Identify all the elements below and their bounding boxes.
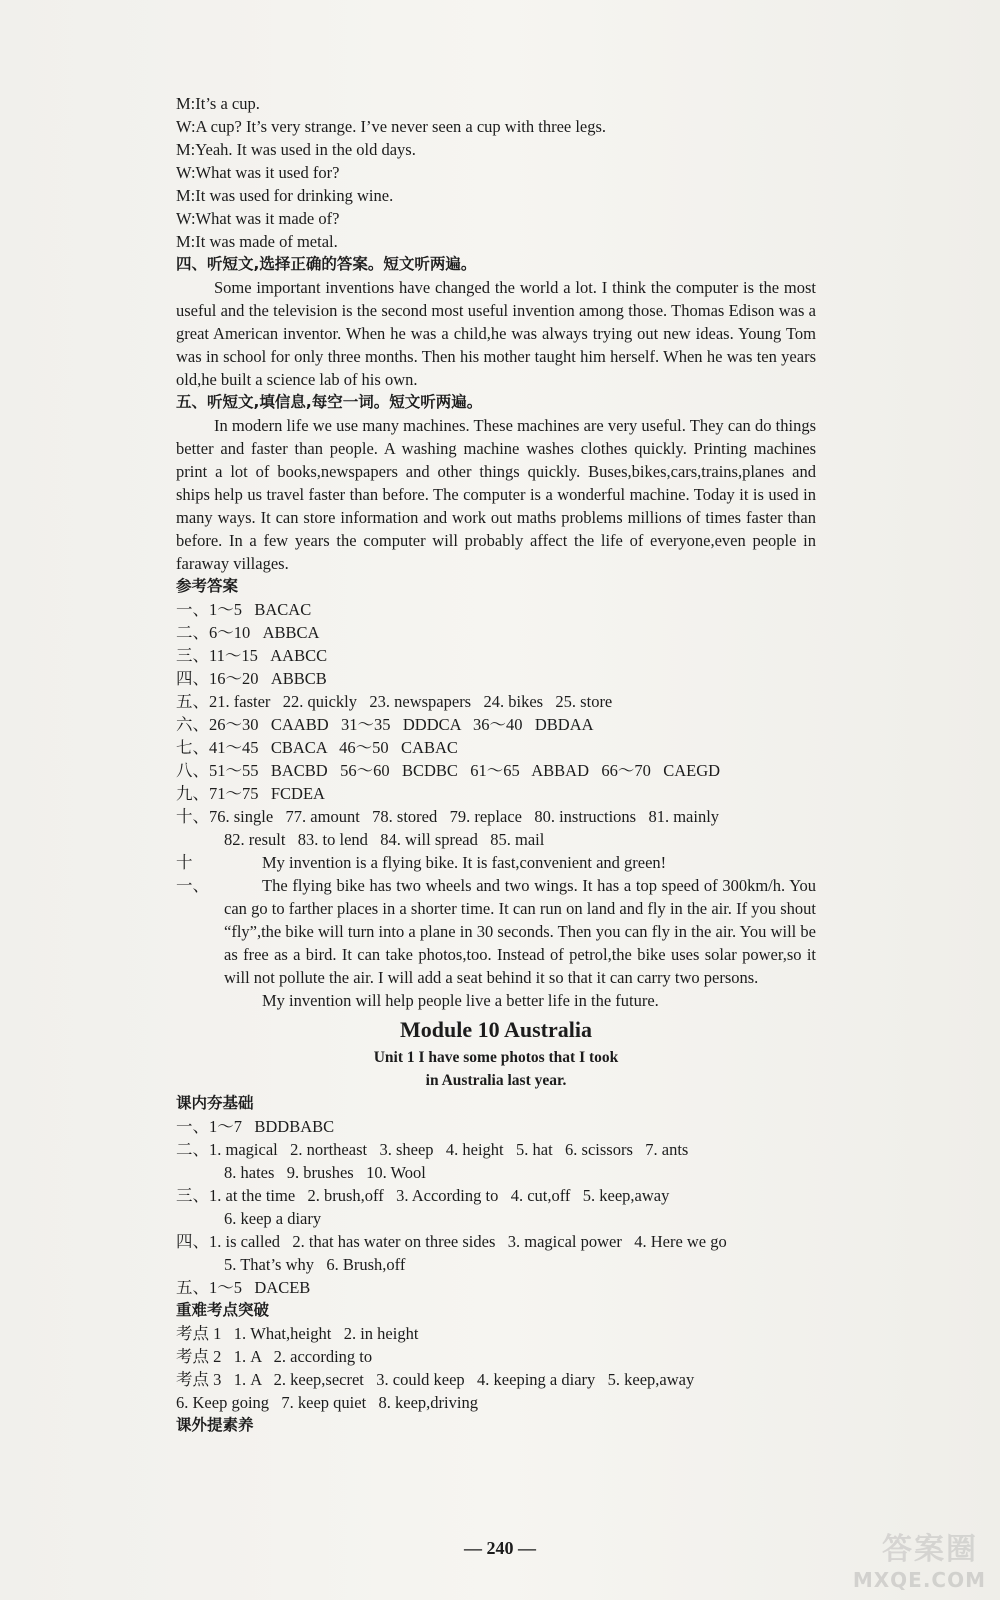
dialogue-line: M:It’s a cup. [176, 94, 260, 113]
unit-title-line-1: Unit 1 I have some photos that I took [373, 1049, 619, 1066]
watermark [786, 1522, 986, 1592]
answer-line: 八、51～55 BACBD 56～60 BCDBC 61～65 ABBAD 66～70 CAEGD [176, 761, 721, 780]
extra-heading: 课外提素养 [176, 1416, 254, 1434]
essay-paragraph [224, 874, 816, 989]
dialogue-line: W:What was it used for? [176, 163, 340, 182]
dialogue-line: M:Yeah. It was used in the old days. [176, 140, 416, 159]
essay-text: My invention will help people live a better life in the future. [262, 991, 659, 1010]
essay-paragraph [224, 851, 816, 874]
answer-line: 三、1. at the time 2. brush,off 3. According to 4. cut,off 5. keep,away [176, 1186, 670, 1205]
essay-text: The flying bike has two wheels and two wings. It has a top speed of 300km/h. You can go to farther places in a shorter time. It can run on land and fly in the air. If you shout “fly”,the bike will turn into a plane in 30 seconds. Then you can fly in the air. You will be as free as a bird. It can take photos,too. Instead of petrol,the bike uses solar power,so it will not pollute the air. I will add a seat behind it so that it can carry two persons. [224, 876, 816, 987]
answer-line: 一、1～7 BDDBABC [176, 1117, 335, 1136]
key-point-line: 考点 3 1. A 2. keep,secret 3. could keep 4. keeping a diary 5. keep,away [176, 1370, 695, 1389]
essay-paragraph [224, 989, 816, 1012]
answer-line-continued: 82. result 83. to lend 84. will spread 85. mail [224, 830, 545, 849]
dialogue-line: W:What was it made of? [176, 209, 340, 228]
answer-line: 二、1. magical 2. northeast 3. sheep 4. height 5. hat 6. scissors 7. ants [176, 1140, 689, 1159]
answer-line: 七、41～45 CBACA 46～50 CABAC [176, 738, 458, 757]
answer-list [176, 598, 816, 851]
section-4-paragraph: Some important inventions have changed the world a lot. I think the computer is the most useful and the television is the second most useful invention among those. Thomas Edison was a great American inventor. When he was a child,he was always trying out new ideas. Young Tom was in school for only three months. Then his mother taught him herself. When he was ten years old,he built a science lab of his own. [176, 278, 816, 389]
answer-content [176, 92, 816, 1437]
answer-line: 六、26～30 CAABD 31～35 DDDCA 36～40 DBDAA [176, 715, 594, 734]
dialogue-line: M:It was used for drinking wine. [176, 186, 394, 205]
key-point-line: 考点 1 1. What,height 2. in height [176, 1324, 419, 1343]
answer-line-continued: 8. hates 9. brushes 10. Wool [224, 1163, 426, 1182]
question-11 [176, 851, 816, 1012]
section-5-text [176, 414, 816, 575]
dialogue-line: M:It was made of metal. [176, 232, 338, 251]
page-number: — 240 — [464, 1538, 536, 1558]
key-point-line: 考点 2 1. A 2. according to [176, 1347, 373, 1366]
answer-line: 四、16～20 ABBCB [176, 669, 327, 688]
section-4-text [176, 276, 816, 391]
key-point-line: 6. Keep going 7. keep quiet 8. keep,driving [176, 1393, 478, 1412]
answer-line: 十、76. single 77. amount 78. stored 79. replace 80. instructions 81. mainly [176, 807, 720, 826]
dialogue-line: W:A cup? It’s very strange. I’ve never seen a cup with three legs. [176, 117, 607, 136]
section-5-heading: 五、听短文,填信息,每空一词。短文听两遍。 [176, 393, 483, 411]
essay-text: My invention is a flying bike. It is fast,convenient and green! [262, 853, 667, 872]
answer-line: 九、71～75 FCDEA [176, 784, 325, 803]
key-points-heading: 重难考点突破 [176, 1301, 270, 1319]
section-4-heading: 四、听短文,选择正确的答案。短文听两遍。 [176, 255, 477, 273]
question-11-essay [224, 851, 816, 1012]
answer-line: 一、1～5 BACAC [176, 600, 312, 619]
section-5-paragraph: In modern life we use many machines. These machines are very useful. They can do things better and faster than people. A washing machine washes clothes quickly. Printing machines print a lot of books,newspapers and other things quickly. Buses,bikes,cars,trains,planes and ships help us travel faster than before. The computer is a wonderful machine. Today it is used in many ways. It can store information and work out maths problems millions of times faster than before. In a few years the computer will probably affect the life of everyone,even people in faraway villages. [176, 416, 816, 573]
module-title: Module 10 Australia [400, 1017, 592, 1042]
unit-title-line-2: in Australia last year. [425, 1072, 567, 1089]
answer-line: 五、21. faster 22. quickly 23. newspapers 24. bikes 25. store [176, 692, 613, 711]
basics-heading: 课内夯基础 [176, 1094, 254, 1112]
answer-line: 二、6～10 ABBCA [176, 623, 320, 642]
answers-heading: 参考答案 [176, 577, 239, 595]
answer-line-continued: 6. keep a diary [224, 1209, 322, 1228]
question-11-label: 十一、 [176, 853, 209, 895]
answer-line: 四、1. is called 2. that has water on three sides 3. magical power 4. Here we go [176, 1232, 727, 1251]
answer-line: 五、1～5 DACEB [176, 1278, 311, 1297]
dialogue [176, 92, 816, 253]
watermark-site: MXQE.COM [852, 1568, 986, 1592]
answer-line: 三、11～15 AABCC [176, 646, 328, 665]
watermark-logo: 答案圈 [882, 1532, 978, 1567]
answer-line-continued: 5. That’s why 6. Brush,off [224, 1255, 406, 1274]
